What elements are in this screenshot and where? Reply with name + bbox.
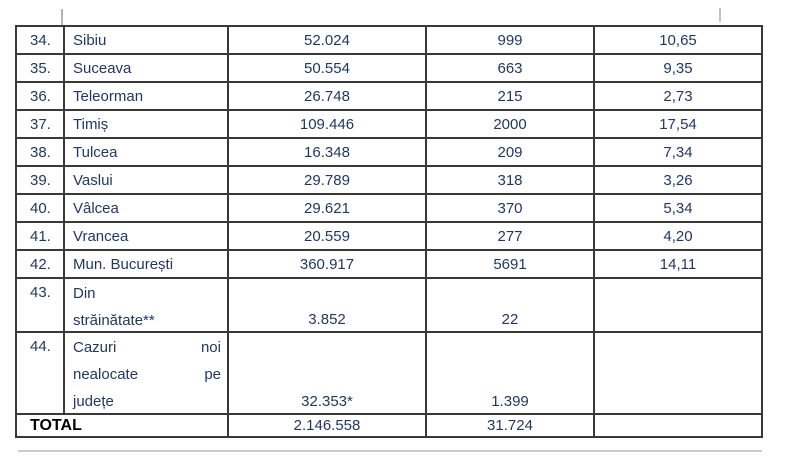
- name-line: străinătate**: [73, 312, 155, 329]
- value-cell: 209: [427, 139, 595, 167]
- value-cell: 20.559: [229, 223, 427, 251]
- row-number-cell: 38.: [17, 139, 65, 167]
- value-cell: 7,34: [595, 139, 761, 167]
- value-cell: 9,35: [595, 55, 761, 83]
- county-name-cell: Vrancea: [65, 223, 229, 251]
- cases-table: [15, 25, 763, 438]
- value-cell: 52.024: [229, 27, 427, 55]
- value-cell: 29.789: [229, 167, 427, 195]
- value-cell: 663: [427, 55, 595, 83]
- county-name-cell: Teleorman: [65, 83, 229, 111]
- name-line: [73, 361, 227, 388]
- value-cell: 3,26: [595, 167, 761, 195]
- row-number-cell: 35.: [17, 55, 65, 83]
- value-cell: 109.446: [229, 111, 427, 139]
- value-cell: 10,65: [595, 27, 761, 55]
- total-label: TOTAL: [17, 415, 229, 436]
- value-cell: 50.554: [229, 55, 427, 83]
- county-name-cell: Vaslui: [65, 167, 229, 195]
- value-cell: 370: [427, 195, 595, 223]
- scan-artifact-tick-right: [719, 8, 721, 22]
- value-cell: 32.353*: [229, 333, 427, 415]
- name-line: județe: [73, 393, 114, 410]
- value-cell: [595, 279, 761, 333]
- county-name-cell: [65, 279, 229, 333]
- value-cell: 277: [427, 223, 595, 251]
- value-cell: 14,11: [595, 251, 761, 279]
- name-word: pe: [204, 366, 221, 383]
- county-name-cell: Sibiu: [65, 27, 229, 55]
- value-cell: 1.399: [427, 333, 595, 415]
- county-name-cell: Timiș: [65, 111, 229, 139]
- value-cell: 4,20: [595, 223, 761, 251]
- row-number: 43.: [30, 284, 51, 301]
- county-name-cell: Mun. București: [65, 251, 229, 279]
- value-cell: 999: [427, 27, 595, 55]
- total-value-cell: 31.724: [427, 415, 595, 436]
- value-cell: 215: [427, 83, 595, 111]
- county-name-cell: Vâlcea: [65, 195, 229, 223]
- scan-artifact-bottom-line: [18, 450, 762, 452]
- county-name-cell: Tulcea: [65, 139, 229, 167]
- value-cell: [595, 333, 761, 415]
- value-cell: 17,54: [595, 111, 761, 139]
- county-name-cell: Suceava: [65, 55, 229, 83]
- row-number-cell: 36.: [17, 83, 65, 111]
- value-cell: 5691: [427, 251, 595, 279]
- scan-artifact-tick-left: [61, 9, 63, 25]
- value-cell: 2,73: [595, 83, 761, 111]
- value-cell: 3.852: [229, 279, 427, 333]
- total-value-cell: [595, 415, 761, 436]
- row-number-cell: [17, 333, 65, 415]
- row-number-cell: 39.: [17, 167, 65, 195]
- value-cell: 318: [427, 167, 595, 195]
- value-cell: 22: [427, 279, 595, 333]
- row-number-cell: 42.: [17, 251, 65, 279]
- row-number-cell: 41.: [17, 223, 65, 251]
- row-number-cell: 34.: [17, 27, 65, 55]
- total-value-cell: 2.146.558: [229, 415, 427, 436]
- value-cell: 5,34: [595, 195, 761, 223]
- name-word: Cazuri: [73, 339, 117, 356]
- name-word: nealocate: [73, 366, 139, 383]
- value-cell: 360.917: [229, 251, 427, 279]
- value-cell: 29.621: [229, 195, 427, 223]
- row-number-cell: [17, 279, 65, 333]
- name-line: Din: [73, 285, 96, 302]
- row-number-cell: 37.: [17, 111, 65, 139]
- row-number: 44.: [30, 338, 51, 355]
- value-cell: 2000: [427, 111, 595, 139]
- value-cell: 16.348: [229, 139, 427, 167]
- name-line: [73, 334, 227, 361]
- value-cell: 26.748: [229, 83, 427, 111]
- county-name-cell: [65, 333, 229, 415]
- row-number-cell: 40.: [17, 195, 65, 223]
- name-word: noi: [200, 339, 221, 356]
